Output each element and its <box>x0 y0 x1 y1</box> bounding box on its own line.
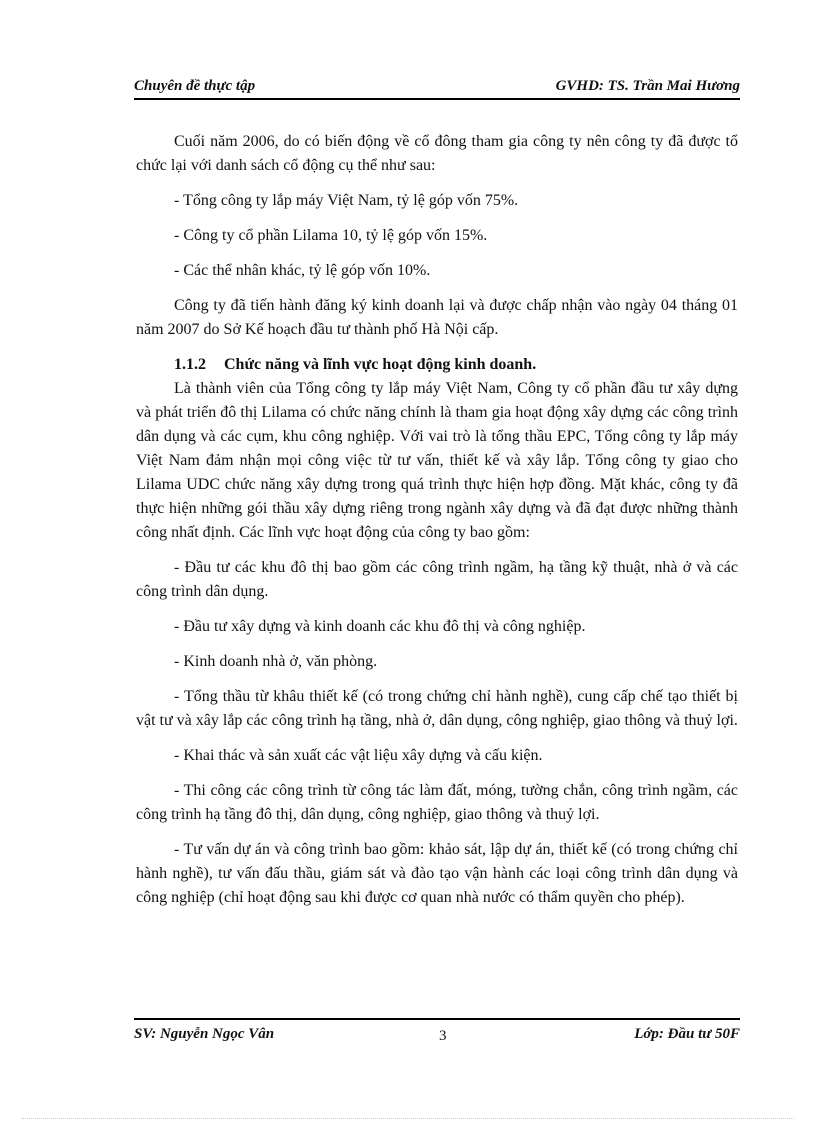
header-course-title: Chuyên đề thực tập <box>134 78 256 94</box>
paragraph-functions: Là thành viên của Tổng công ty lắp máy Việt Nam, Công ty cổ phần đầu tư xây dựng và phát triển đô thị Lilama có chức năng chính là tham gia hoạt động xây dựng các công trình dân dụng và các cụm, khu công nghiệp. Với vai trò là tổng thầu EPC, Tổng công ty lắp máy Việt Nam đảm nhận mọi công việc từ tư vấn, thiết kế và xây lắp. Tổng công ty giao cho Lilama UDC chức năng xây dựng trong quá trình thực hiện hợp đồng. Mặt khác, công ty đã thực hiện những gói thầu xây dựng riêng trong ngành xây dựng và đã đạt được những thành công nhất định. Các lĩnh vực hoạt động của công ty bao gồm: <box>136 380 738 541</box>
document-body <box>136 130 738 910</box>
header-supervisor: GVHD: TS. Trần Mai Hương <box>555 78 740 94</box>
shareholder-item-individuals: - Các thể nhân khác, tỷ lệ góp vốn 10%. <box>174 262 431 279</box>
page-number: 3 <box>439 1028 447 1044</box>
paragraph-registration: Công ty đã tiến hành đăng ký kinh doanh lại và được chấp nhận vào ngày 04 tháng 01 năm 2007 do Sở Kế hoạch đầu tư thành phố Hà Nội cấp. <box>136 297 738 338</box>
shareholder-item-lilama: - Tổng công ty lắp máy Việt Nam, tỷ lệ góp vốn 75%. <box>174 192 519 209</box>
activity-item-materials: - Khai thác và sản xuất các vật liệu xây dựng và cấu kiện. <box>174 747 543 764</box>
section-number: 1.1.2 <box>174 356 206 373</box>
section-title: Chức năng và lĩnh vực hoạt động kinh doanh. <box>224 356 537 373</box>
activity-item-construction-works: - Thi công các công trình từ công tác làm đất, móng, tường chắn, công trình ngầm, các công trình hạ tầng đô thị, dân dụng, công nghiệp, giao thông và thuỷ lợi. <box>136 782 738 823</box>
activity-item-consulting: - Tư vấn dự án và công trình bao gồm: khảo sát, lập dự án, thiết kế (có trong chứng chỉ hành nghề), tư vấn đấu thầu, giám sát và đào tạo vận hành các loại công trình dân dụng và công nghiệp (chỉ hoạt động sau khi được cơ quan nhà nước có thẩm quyền cho phép). <box>136 841 738 906</box>
page-header <box>134 76 740 100</box>
shareholder-item-lilama10: - Công ty cổ phần Lilama 10, tỷ lệ góp vốn 15%. <box>174 227 488 244</box>
section-heading <box>136 353 738 377</box>
footer-class: Lớp: Đầu tư 50F <box>634 1026 740 1042</box>
page-bottom-edge <box>22 1118 794 1119</box>
page-footer <box>134 1018 740 1050</box>
activity-item-construction-investment: - Đầu tư xây dựng và kinh doanh các khu đô thị và công nghiệp. <box>174 618 586 635</box>
activity-item-general-contracting: - Tổng thầu từ khâu thiết kế (có trong chứng chỉ hành nghề), cung cấp chế tạo thiết bị vật tư và xây lắp các công trình hạ tầng, nhà ở, dân dụng, công nghiệp, giao thông và thuỷ lợi. <box>136 688 738 729</box>
activity-item-urban-investment: - Đầu tư các khu đô thị bao gồm các công trình ngầm, hạ tầng kỹ thuật, nhà ở và các công trình dân dụng. <box>136 559 738 600</box>
footer-student: SV: Nguyễn Ngọc Vân <box>134 1026 275 1042</box>
paragraph-restructure: Cuối năm 2006, do có biến động về cổ đông tham gia công ty nên công ty đã được tổ chức lại với danh sách cổ động cụ thể như sau: <box>136 133 738 174</box>
activity-item-real-estate: - Kinh doanh nhà ở, văn phòng. <box>174 653 378 670</box>
